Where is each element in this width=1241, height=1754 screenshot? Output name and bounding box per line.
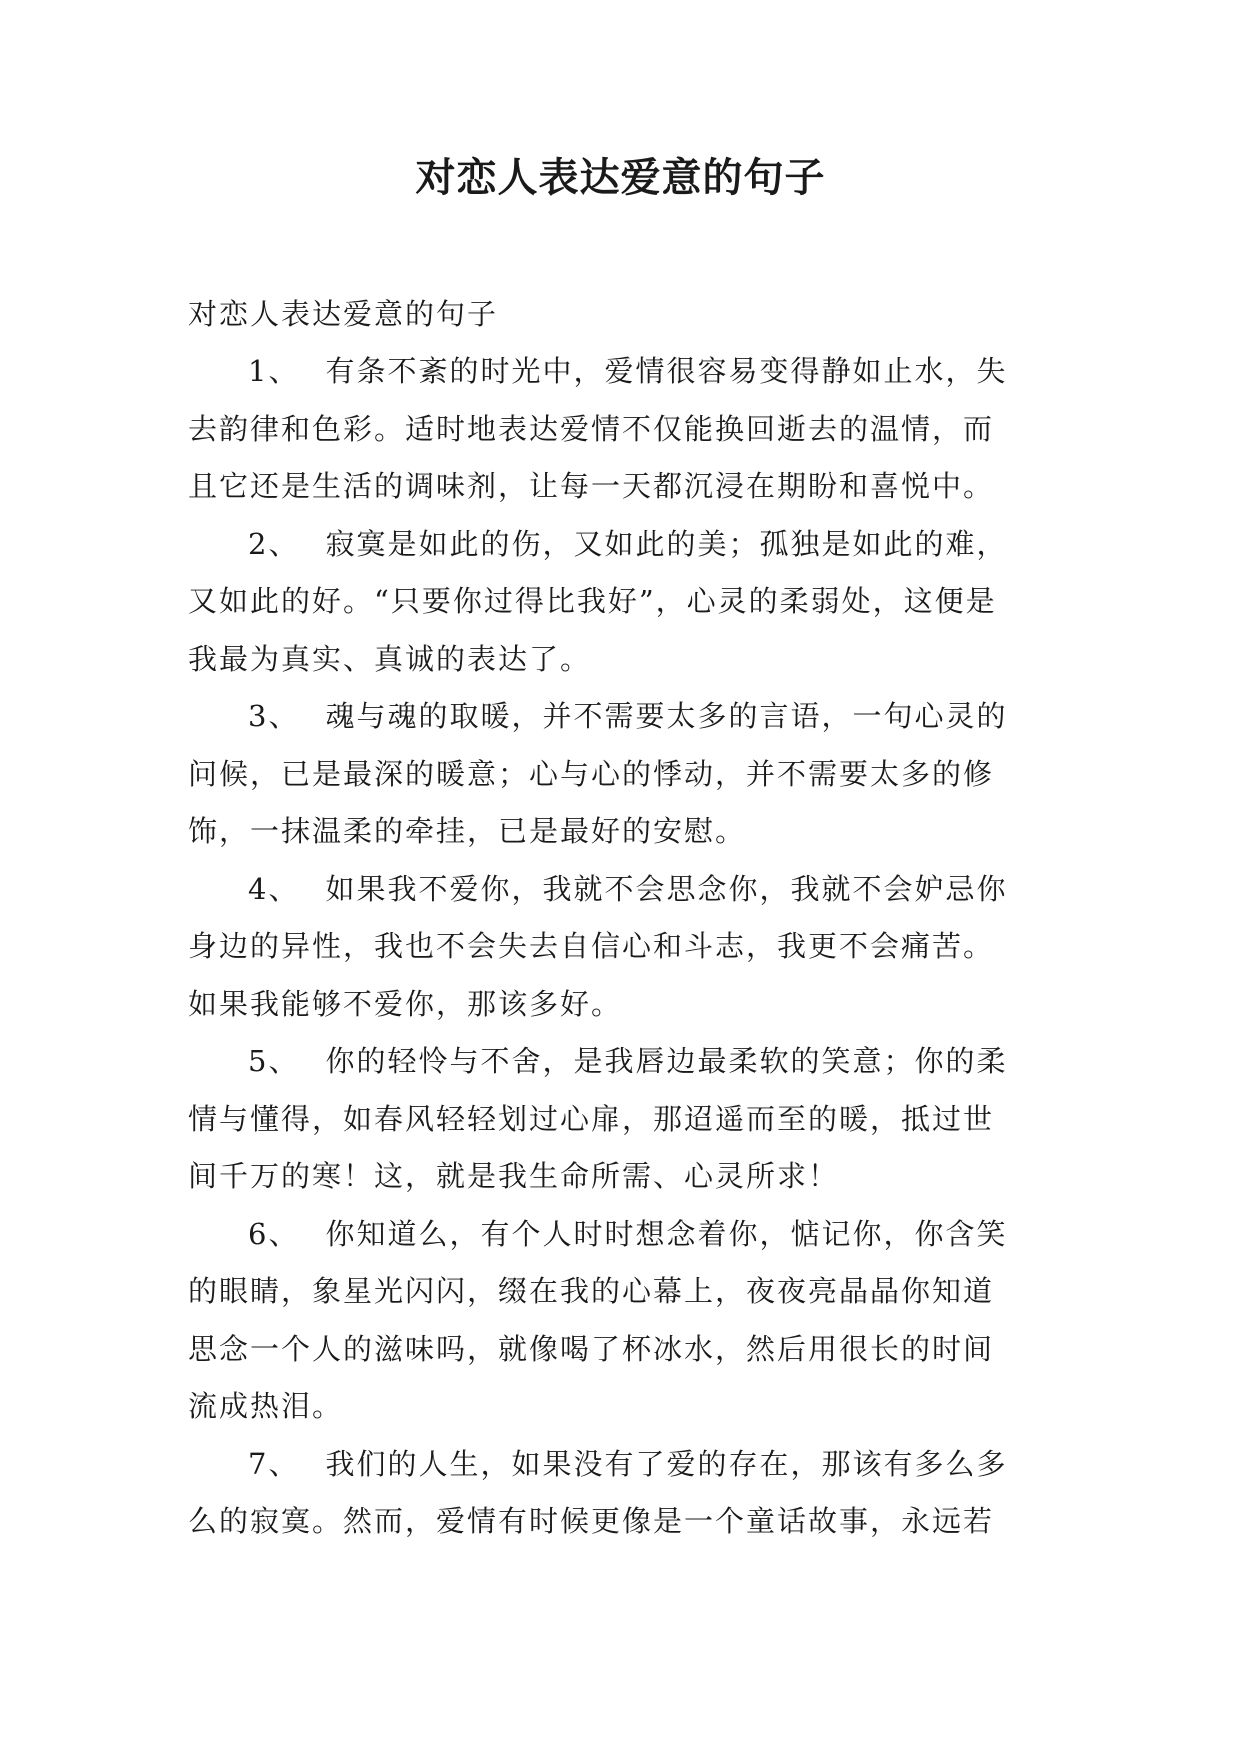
paragraph-line: 间千万的寒！这，就是我生命所需、心灵所求！ bbox=[188, 1159, 840, 1193]
paragraph-number: 6、 bbox=[248, 1216, 300, 1251]
paragraph-number: 3、 bbox=[248, 699, 300, 733]
paragraph-6 bbox=[188, 1206, 1068, 1436]
paragraph-line: 问候，已是最深的暖意；心与心的悸动，并不需要太多的修 bbox=[188, 756, 995, 791]
paragraph-line bbox=[188, 1206, 1068, 1264]
paragraph-line bbox=[188, 343, 1068, 401]
paragraph-3 bbox=[188, 688, 1068, 861]
paragraph-line: 情与懂得，如春风轻轻划过心扉，那迢遥而至的暖，抵过世 bbox=[188, 1101, 995, 1136]
paragraph-line: 么的寂寞。然而，爱情有时候更像是一个童话故事，永远若 bbox=[188, 1504, 995, 1538]
paragraph-number: 7、 bbox=[248, 1446, 300, 1481]
paragraph-number: 2、 bbox=[248, 526, 300, 561]
paragraph-number: 4、 bbox=[248, 871, 300, 906]
paragraph-line: 去韵律和色彩。适时地表达爱情不仅能换回逝去的温情，而 bbox=[188, 411, 995, 446]
paragraph-4 bbox=[188, 861, 1068, 1034]
paragraph-line: 身边的异性，我也不会失去自信心和斗志，我更不会痛苦。 bbox=[188, 929, 995, 963]
document-subtitle: 对恋人表达爱意的句子 bbox=[188, 297, 499, 331]
paragraph-line bbox=[188, 1033, 1068, 1091]
paragraph-line-text: 有条不紊的时光中，爱情很容易变得静如止水，失 bbox=[325, 354, 1008, 388]
paragraph-line bbox=[188, 516, 1068, 574]
paragraph-number: 1、 bbox=[248, 354, 300, 388]
paragraph-number: 5、 bbox=[248, 1044, 300, 1078]
paragraph-line: 又如此的好。“只要你过得比我好”，心灵的柔弱处，这便是 bbox=[188, 584, 997, 618]
paragraph-line: 且它还是生活的调味剂，让每一天都沉浸在期盼和喜悦中。 bbox=[188, 469, 995, 503]
paragraph-line: 饰，一抹温柔的牵挂，已是最好的安慰。 bbox=[188, 814, 747, 848]
paragraph-line-text: 如果我不爱你，我就不会思念你，我就不会妒忌你 bbox=[325, 871, 1008, 906]
paragraph-line: 我最为真实、真诚的表达了。 bbox=[188, 641, 592, 676]
paragraph-1 bbox=[188, 343, 1068, 516]
paragraph-line-text: 你的轻怜与不舍，是我唇边最柔软的笑意；你的柔 bbox=[325, 1044, 1008, 1078]
paragraph-line-text: 你知道么，有个人时时想念着你，惦记你，你含笑 bbox=[325, 1216, 1008, 1251]
paragraph-line-text: 魂与魂的取暖，并不需要太多的言语，一句心灵的 bbox=[325, 699, 1008, 733]
paragraph-line: 思念一个人的滋味吗，就像喝了杯冰水，然后用很长的时间 bbox=[188, 1331, 995, 1366]
paragraph-line: 如果我能够不爱你，那该多好。 bbox=[188, 986, 623, 1021]
paragraph-line: 的眼睛，象星光闪闪，缀在我的心幕上，夜夜亮晶晶你知道 bbox=[188, 1274, 995, 1308]
paragraph-line-text: 寂寞是如此的伤，又如此的美；孤独是如此的难， bbox=[325, 526, 1008, 561]
paragraph-line: 流成热泪。 bbox=[188, 1389, 344, 1423]
paragraph-5 bbox=[188, 1033, 1068, 1206]
document-title: 对恋人表达爱意的句子 bbox=[415, 155, 826, 201]
document-body bbox=[188, 285, 1068, 1551]
paragraph-2 bbox=[188, 516, 1068, 689]
paragraph-7 bbox=[188, 1436, 1068, 1551]
paragraph-line bbox=[188, 688, 1068, 746]
paragraph-line bbox=[188, 861, 1068, 919]
paragraph-line-text: 我们的人生，如果没有了爱的存在，那该有多么多 bbox=[325, 1446, 1008, 1481]
paragraph-line bbox=[188, 1436, 1068, 1494]
